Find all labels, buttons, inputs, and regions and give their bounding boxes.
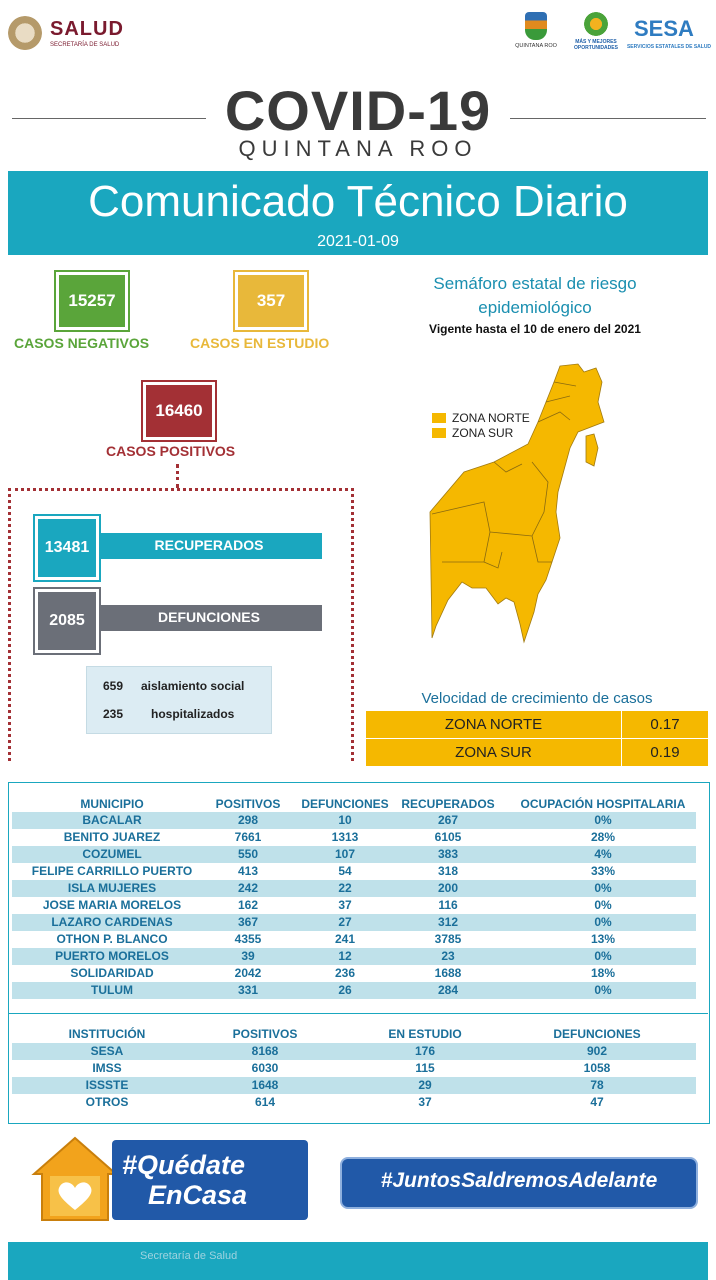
negativos-value: 15257	[68, 291, 116, 310]
municipios-header-cell: DEFUNCIONES	[301, 797, 389, 811]
municipio-cell: 23	[441, 949, 455, 963]
institucion-cell: IMSS	[92, 1061, 122, 1075]
hospitalizados-label: hospitalizados	[151, 707, 235, 721]
state-crest-icon	[525, 12, 547, 40]
municipio-cell: 37	[338, 898, 352, 912]
municipio-cell: 116	[438, 898, 458, 912]
institucion-cell: 78	[590, 1078, 604, 1092]
legend-swatch-sur	[432, 428, 446, 438]
institucion-row	[12, 1077, 696, 1094]
banner-title: Comunicado Técnico Diario	[88, 177, 628, 226]
municipio-cell: FELIPE CARRILLO PUERTO	[31, 864, 193, 878]
velocidad-table	[366, 711, 708, 767]
institucion-cell: 1648	[251, 1078, 279, 1092]
municipio-cell: BACALAR	[82, 813, 142, 827]
municipio-cell: 0%	[594, 898, 612, 912]
municipio-row	[12, 880, 696, 897]
municipio-cell: 6105	[434, 830, 462, 844]
municipio-row	[12, 846, 696, 863]
map-state-shape	[430, 364, 604, 642]
negativos-label: CASOS NEGATIVOS	[14, 335, 150, 351]
municipio-cell: 550	[237, 847, 259, 861]
mexico-seal-icon	[8, 16, 42, 50]
active-cases-box	[86, 666, 272, 734]
defunciones-label: DEFUNCIONES	[158, 609, 260, 625]
quintana-roo-map	[428, 362, 616, 644]
institucion-row	[12, 1043, 696, 1060]
hospitalizados-value: 235	[103, 707, 124, 721]
salud-logo	[8, 14, 148, 54]
tree-icon	[584, 12, 608, 36]
municipio-cell: 383	[437, 847, 459, 861]
institucion-cell: 614	[254, 1095, 276, 1109]
sesa-logo-subtitle: SERVICIOS ESTATALES DE SALUD	[626, 44, 712, 50]
municipios-header-cell: POSITIVOS	[215, 797, 281, 811]
instituciones-header-cell: EN ESTUDIO	[388, 1027, 462, 1041]
legend-item-sur	[432, 425, 530, 440]
municipio-cell: 54	[338, 864, 352, 878]
municipio-cell: 413	[237, 864, 259, 878]
municipio-cell: 39	[241, 949, 255, 963]
title-banner	[8, 171, 708, 255]
municipio-row	[12, 982, 696, 999]
mas-y-mejores-logo	[572, 12, 620, 58]
sesa-logo-title: SESA	[634, 16, 694, 41]
juntos-text: #JuntosSaldremosAdelante	[380, 1169, 658, 1192]
municipio-cell: COZUMEL	[82, 847, 142, 861]
municipio-cell: 0%	[594, 813, 612, 827]
instituciones-header-cell: DEFUNCIONES	[553, 1027, 641, 1041]
quintana-roo-logo	[508, 12, 564, 60]
quintana-roo-logo-text: QUINTANA ROO	[515, 43, 557, 49]
positivos-connector	[176, 464, 179, 488]
banner-date: 2021-01-09	[317, 233, 399, 250]
defunciones-bar	[96, 605, 322, 631]
institucion-row	[12, 1060, 696, 1077]
municipio-cell: 1688	[434, 966, 462, 980]
salud-logo-title: SALUD	[50, 18, 124, 40]
aislamiento-value: 659	[103, 679, 124, 693]
municipio-cell: 200	[437, 881, 459, 895]
municipio-cell: 0%	[594, 915, 612, 929]
municipio-row	[12, 914, 696, 931]
velocidad-valor: 0.17	[650, 716, 680, 733]
institucion-cell: 902	[586, 1044, 608, 1058]
velocidad-valor: 0.19	[650, 744, 680, 761]
municipio-cell: 33%	[590, 864, 616, 878]
municipio-cell: 22	[338, 881, 352, 895]
positivos-box	[143, 382, 215, 440]
municipio-cell: 267	[437, 813, 459, 827]
velocidad-row	[366, 739, 708, 766]
defunciones-box	[35, 589, 99, 653]
municipio-cell: 3785	[434, 932, 462, 946]
municipio-cell: 10	[338, 813, 352, 827]
municipio-cell: BENITO JUAREZ	[63, 830, 161, 844]
negativos-box	[56, 272, 128, 330]
municipio-cell: 241	[334, 932, 356, 946]
legend-label-norte: ZONA NORTE	[452, 410, 530, 425]
covid-title: COVID-19	[224, 79, 492, 142]
semaforo-title: Semáforo estatal de riesgo epidemiológico	[433, 274, 637, 317]
municipio-cell: 298	[237, 813, 259, 827]
municipios-header-cell: RECUPERADOS	[401, 797, 495, 811]
municipio-cell: TULUM	[91, 983, 133, 997]
municipio-cell: 28%	[590, 830, 616, 844]
institucion-cell: 115	[415, 1061, 435, 1075]
quedate-text	[122, 1150, 247, 1210]
velocidad-zona: ZONA NORTE	[444, 716, 543, 733]
municipio-cell: SOLIDARIDAD	[70, 966, 154, 980]
municipio-cell: PUERTO MORELOS	[55, 949, 169, 963]
municipio-cell: 242	[237, 881, 259, 895]
defunciones-value: 2085	[49, 612, 85, 629]
municipio-cell: 26	[338, 983, 352, 997]
municipio-cell: 107	[334, 847, 356, 861]
legend-item-norte	[432, 410, 530, 425]
municipio-row	[12, 931, 696, 948]
municipio-cell: LAZARO CARDENAS	[51, 915, 173, 929]
municipio-cell: 18%	[590, 966, 616, 980]
institucion-cell: ISSSTE	[85, 1078, 129, 1092]
municipio-cell: 0%	[594, 983, 612, 997]
legend-label-sur: ZONA SUR	[452, 425, 514, 440]
institucion-cell: 6030	[251, 1061, 279, 1075]
institucion-cell: 29	[418, 1078, 432, 1092]
municipio-row	[12, 812, 696, 829]
municipio-row	[12, 948, 696, 965]
municipio-cell: 1313	[331, 830, 359, 844]
positivos-label: CASOS POSITIVOS	[106, 443, 236, 459]
institucion-cell: SESA	[90, 1044, 124, 1058]
municipio-cell: 0%	[594, 949, 612, 963]
quedate-line2: EnCasa	[148, 1180, 248, 1210]
municipio-cell: 331	[237, 983, 259, 997]
recuperados-value: 13481	[44, 539, 90, 556]
municipio-cell: JOSE MARIA MORELOS	[42, 898, 182, 912]
institucion-cell: OTROS	[85, 1095, 129, 1109]
institucion-row	[12, 1094, 696, 1111]
institucion-cell: 176	[414, 1044, 436, 1058]
municipio-cell: 13%	[590, 932, 616, 946]
house-heart-icon	[30, 1134, 120, 1224]
municipio-cell: 318	[437, 864, 459, 878]
municipio-cell: 2042	[234, 966, 262, 980]
municipio-cell: 284	[437, 983, 459, 997]
municipio-cell: 367	[237, 915, 259, 929]
map-legend	[432, 410, 530, 440]
municipio-cell: 27	[338, 915, 352, 929]
municipios-header-cell: OCUPACIÓN HOSPITALARIA	[520, 797, 686, 811]
mas-y-mejores-text: MÁS Y MEJORES OPORTUNIDADES	[574, 39, 618, 51]
semaforo-vigencia: Vigente hasta el 10 de enero del 2021	[429, 322, 641, 336]
municipio-cell: 236	[334, 966, 356, 980]
recuperados-box	[35, 516, 99, 580]
velocidad-row	[366, 711, 708, 738]
map-cozumel-island	[586, 434, 598, 466]
municipio-cell: 312	[437, 915, 459, 929]
velocidad-title: Velocidad de crecimiento de casos	[421, 690, 653, 707]
tables-separator	[9, 1013, 708, 1014]
municipio-cell: ISLA MUJERES	[67, 881, 157, 895]
footer-text: Secretaría de Salud	[140, 1250, 238, 1262]
municipio-row	[12, 965, 696, 982]
institucion-cell: 37	[418, 1095, 432, 1109]
recuperados-bar	[96, 533, 322, 559]
institucion-cell: 8168	[251, 1044, 279, 1058]
municipio-row	[12, 829, 696, 846]
salud-logo-subtitle: SECRETARÍA DE SALUD	[50, 42, 120, 48]
municipio-cell: 162	[237, 898, 259, 912]
municipio-cell: 7661	[234, 830, 262, 844]
estudio-box	[235, 272, 307, 330]
municipio-cell: OTHON P. BLANCO	[56, 932, 168, 946]
velocidad-zona: ZONA SUR	[455, 744, 532, 761]
municipio-cell: 4%	[594, 847, 612, 861]
instituciones-header-cell: INSTITUCIÓN	[68, 1027, 146, 1041]
footer-bar	[8, 1242, 708, 1280]
aislamiento-label: aislamiento social	[141, 679, 245, 693]
municipio-cell: 0%	[594, 881, 612, 895]
sesa-logo	[626, 14, 712, 54]
estudio-value: 357	[256, 291, 286, 310]
municipio-cell: 12	[338, 949, 352, 963]
quedate-line1: #Quédate	[122, 1150, 246, 1180]
institucion-cell: 47	[590, 1095, 604, 1109]
institucion-cell: 1058	[583, 1061, 611, 1075]
legend-swatch-norte	[432, 413, 446, 423]
estudio-label: CASOS EN ESTUDIO	[190, 335, 330, 351]
recuperados-label: RECUPERADOS	[154, 537, 264, 553]
municipios-header-row	[12, 796, 696, 813]
municipio-cell: 4355	[234, 932, 262, 946]
municipio-row	[12, 897, 696, 914]
positivos-value: 16460	[155, 401, 203, 420]
municipios-header-cell: MUNICIPIO	[80, 797, 144, 811]
municipio-row	[12, 863, 696, 880]
covid-subtitle: QUINTANA ROO	[238, 136, 478, 161]
instituciones-header-row	[12, 1026, 696, 1043]
instituciones-header-cell: POSITIVOS	[232, 1027, 298, 1041]
